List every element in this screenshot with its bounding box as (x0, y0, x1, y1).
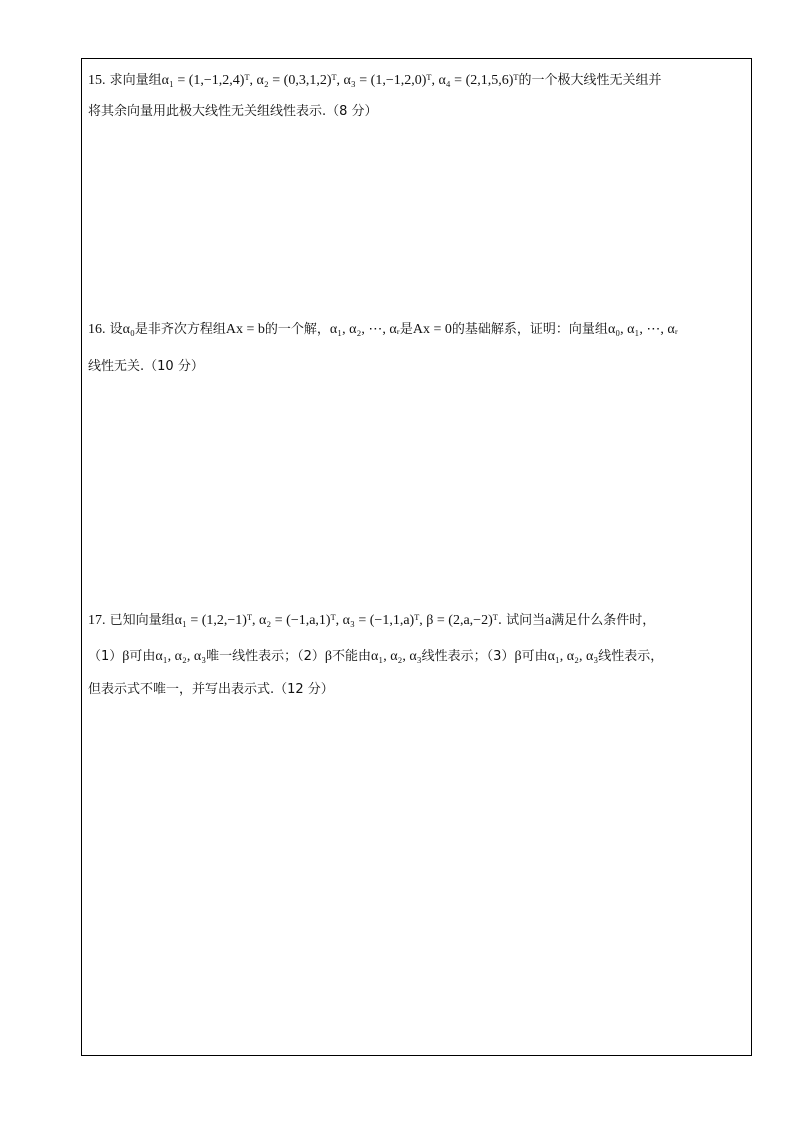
problem-text: 线性表示；（3） (421, 649, 515, 664)
math-expression: β (514, 649, 522, 664)
math-expression: α₁, α₂, α₃ (371, 649, 422, 664)
math-expression: α₁ = (1,2,−1)ᵀ, α₂ = (−1,a,1)ᵀ, α₃ = (−1,1,a)ᵀ, β = (2,a,−2)ᵀ (174, 613, 498, 628)
problem-text: 唯一线性表示；（2） (206, 649, 325, 664)
math-expression: α₁, α₂, α₃ (547, 649, 599, 664)
problem-text: 求向量组 (105, 73, 162, 88)
math-expression: Ax = b (225, 322, 265, 337)
problem-line (88, 101, 378, 122)
problem-text: （1） (88, 649, 123, 664)
problem-text: 是 (399, 322, 413, 337)
problem-text: 已知向量组 (105, 613, 175, 628)
math-expression: a (545, 613, 552, 628)
problem-text: （10 分） (144, 359, 204, 374)
math-expression: α₁, α₂, α₃ (155, 649, 207, 664)
math-expression: α₁, α₂, ⋯, αᵣ (329, 322, 400, 337)
math-expression: β (324, 649, 332, 664)
math-expression: Ax = 0 (412, 322, 452, 337)
problem-line (88, 70, 661, 91)
problem-text: 可由 (129, 649, 156, 664)
math-expression: α₀ (122, 322, 135, 337)
problem-text: . 试问当 (497, 613, 546, 628)
math-expression: α₀, α₁, ⋯, αᵣ (607, 322, 678, 337)
problem-text: 将其余向量用此极大线性无关组线性表示. (88, 104, 327, 119)
problem-line (88, 610, 655, 631)
problem-text: 的一个解， (264, 322, 330, 337)
problem-text: 的一个极大线性无关组并 (518, 73, 662, 88)
problem-text: 线性表示， (598, 649, 664, 664)
problem-line (88, 319, 678, 340)
problem-number: 17. (88, 613, 106, 628)
problem-line (88, 356, 204, 377)
problem-text: 是非齐次方程组 (134, 322, 226, 337)
math-expression: α₁ = (1,−1,2,4)ᵀ, α₂ = (0,3,1,2)ᵀ, α₃ = (1,−1,2,0)ᵀ, α₄ = (2,1,5,6)ᵀ (161, 73, 519, 88)
problem-text: 的基础解系，证明：向量组 (451, 322, 608, 337)
problem-text: 可由 (521, 649, 548, 664)
problem-line (88, 679, 334, 700)
problem-text: 但表示式不唯一，并写出表示式.（12 分） (88, 682, 334, 697)
problem-line (88, 646, 663, 667)
problem-number: 15. (88, 73, 106, 88)
problem-text: （8 分） (326, 104, 378, 119)
answer-frame (81, 58, 752, 1056)
math-expression: β (122, 649, 130, 664)
problem-text: 线性无关. (88, 359, 145, 374)
problem-text: 设 (105, 322, 123, 337)
problem-text: 满足什么条件时， (551, 613, 656, 628)
problem-text: 不能由 (331, 649, 371, 664)
problem-number: 16. (88, 322, 106, 337)
